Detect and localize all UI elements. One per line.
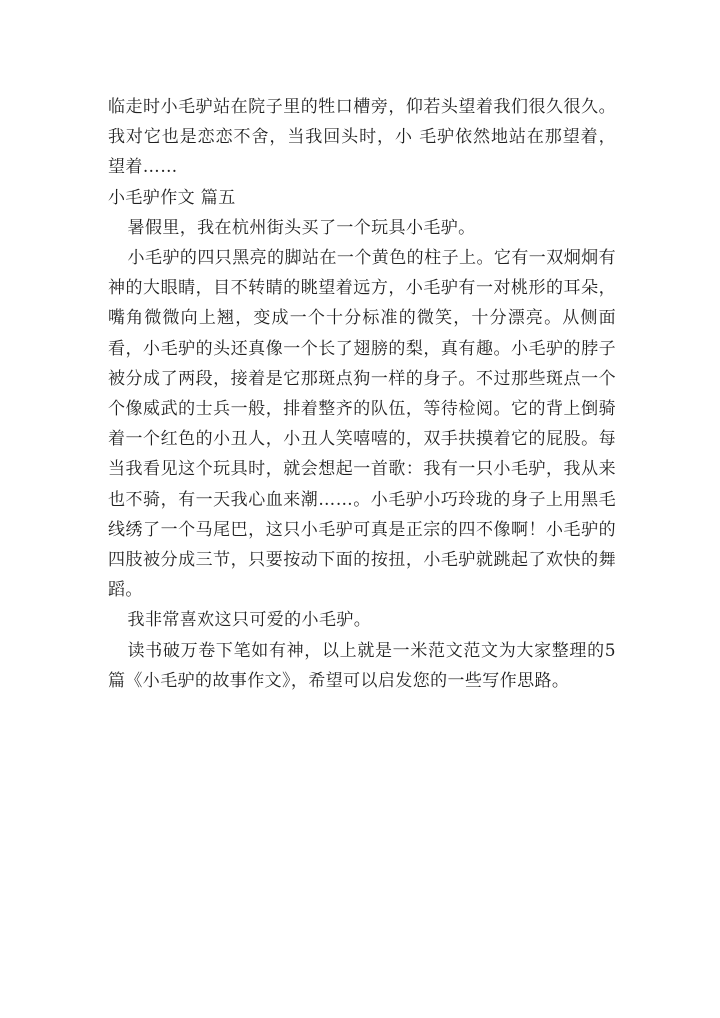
paragraph-conclusion: 我非常喜欢这只可爱的小毛驴。 <box>127 610 372 631</box>
document-body <box>108 92 616 696</box>
paragraph-footer-note: 读书破万卷下笔如有神，以上就是一米范文范文为大家整理的5篇《小毛驴的故事作文》，希望可以启发您的一些写作思路。 <box>108 640 616 691</box>
paragraph-description: 小毛驴的四只黑亮的脚站在一个黄色的柱子上。它有一双炯炯有神的大眼睛，目不转睛的眺望着远方，小毛驴有一对桃形的耳朵，嘴角微微向上翘，变成一个十分标准的微笑，十分漂亮。从侧面看，小毛驴的头还真像一个长了翅膀的梨，真有趣。小毛驴的脖子被分成了两段，接着是它那斑点狗一样的身子。不过那些斑点一个个像威武的士兵一般，排着整齐的队伍，等待检阅。它的背上倒骑着一个红色的小丑人，小丑人笑嘻嘻的，双手扶摸着它的屁股。每当我看见这个玩具时，就会想起一首歌：我有一只小毛驴，我从来也不骑，有一天我心血来潮……。小毛驴小巧玲珑的身子上用黑毛线绣了一个马尾巴，这只小毛驴可真是正宗的四不像啊！小毛驴的四肢被分成三节，只要按动下面的按扭，小毛驴就跳起了欢快的舞蹈。 <box>108 248 616 601</box>
paragraph-closing-scene: 临走时小毛驴站在院子里的牲口槽旁，仰若头望着我们很久很久。我对它也是恋恋不舍，当我回头时，小 毛驴依然地站在那望着，望着…… <box>108 97 616 178</box>
section-heading: 小毛驴作文 篇五 <box>108 187 236 208</box>
paragraph-intro: 暑假里，我在杭州街头买了一个玩具小毛驴。 <box>127 217 476 238</box>
